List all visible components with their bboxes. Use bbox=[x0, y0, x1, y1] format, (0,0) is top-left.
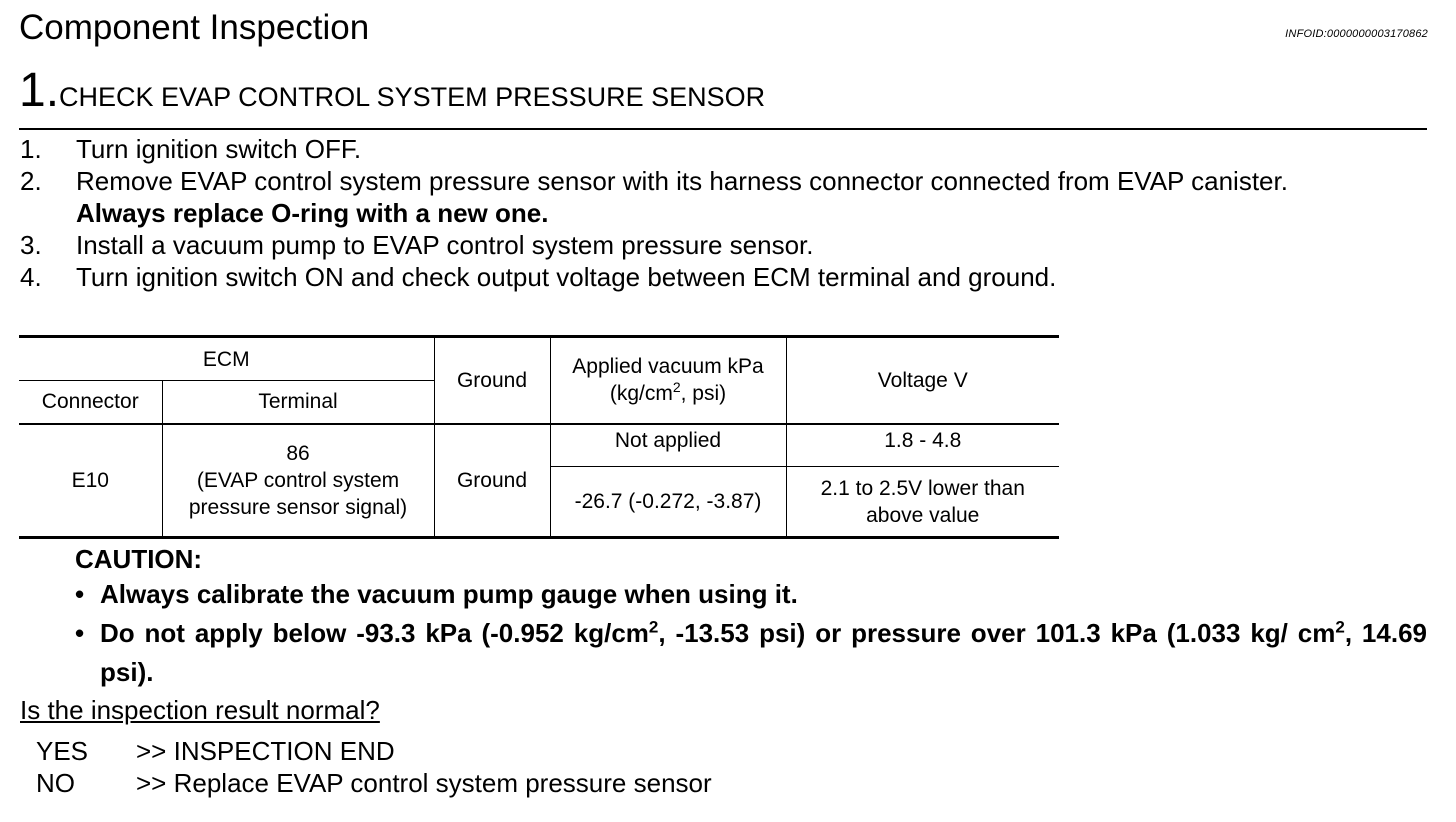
caution-list bbox=[75, 575, 1427, 692]
answer-value: >> Replace EVAP control system pressure sensor bbox=[136, 768, 712, 798]
step-divider bbox=[19, 128, 1427, 130]
header-voltage: Voltage V bbox=[786, 337, 1059, 424]
caution-text: , -13.53 psi) or pressure over 101.3 kPa (1.033 kg/ cm bbox=[658, 618, 1336, 648]
header-ground: Ground bbox=[434, 337, 550, 424]
procedure-item-text: Turn ignition switch OFF. bbox=[76, 134, 362, 164]
answer-yes bbox=[36, 735, 712, 767]
caution-text: Do not apply below -93.3 kPa (-0.952 kg/cm bbox=[100, 618, 649, 648]
answer-key: NO bbox=[36, 768, 75, 798]
header-applied-vacuum-line2 bbox=[555, 380, 782, 407]
cell-voltage-1: 1.8 - 4.8 bbox=[786, 424, 1059, 467]
caution-block bbox=[75, 543, 1427, 692]
procedure-item-number: 3. bbox=[20, 230, 42, 260]
voltage-2-line2: above value bbox=[866, 503, 980, 527]
caution-superscript: 2 bbox=[1335, 617, 1345, 637]
answer-key: YES bbox=[36, 736, 89, 766]
page-title: Component Inspection bbox=[19, 8, 370, 47]
procedure-item-text: Remove EVAP control system pressure sensor with its harness connector connected from EVAP canister. bbox=[76, 166, 1288, 196]
inspection-question: Is the inspection result normal? bbox=[20, 695, 380, 725]
cell-terminal bbox=[162, 424, 434, 538]
terminal-desc-line1: (EVAP control system bbox=[196, 468, 400, 492]
header-connector: Connector bbox=[19, 381, 162, 424]
header-terminal: Terminal bbox=[162, 381, 434, 424]
answer-list bbox=[36, 735, 712, 799]
header-applied-vacuum bbox=[550, 337, 786, 424]
caution-item: • Always calibrate the vacuum pump gauge when using it. bbox=[75, 575, 1427, 614]
caution-superscript: 2 bbox=[648, 617, 659, 637]
caution-text: , 14.69 psi). bbox=[100, 618, 1428, 687]
terminal-desc-line2: pressure sensor signal) bbox=[188, 495, 408, 519]
procedure-item-number: 1. bbox=[20, 134, 42, 164]
procedure-item-note: Always replace O-ring with a new one. bbox=[76, 198, 549, 228]
procedure-item bbox=[20, 229, 1430, 261]
cell-ground: Ground bbox=[434, 424, 550, 538]
caution-item bbox=[75, 614, 1427, 692]
caution-heading: CAUTION: bbox=[75, 544, 203, 574]
cell-vacuum-not-applied: Not applied bbox=[550, 424, 786, 467]
cell-connector: E10 bbox=[19, 424, 162, 538]
procedure-item-number: 4. bbox=[20, 262, 42, 292]
header-applied-vacuum-line1: Applied vacuum kPa bbox=[572, 355, 764, 379]
procedure-list bbox=[20, 133, 1430, 293]
answer-value: >> INSPECTION END bbox=[136, 736, 395, 766]
procedure-item-number: 2. bbox=[20, 166, 42, 196]
vacuum-unit-text: (kg/cm bbox=[609, 382, 673, 406]
vacuum-unit-text-end: , psi) bbox=[680, 382, 727, 406]
procedure-item bbox=[20, 165, 1430, 229]
inspection-table bbox=[19, 335, 1059, 539]
cell-vacuum-applied: -26.7 (-0.272, -3.87) bbox=[550, 467, 786, 538]
answer-no bbox=[36, 767, 712, 799]
step-number: 1. bbox=[19, 64, 60, 117]
procedure-item-text: Turn ignition switch ON and check output voltage between ECM terminal and ground. bbox=[76, 262, 1057, 292]
info-id: INFOID:0000000003170862 bbox=[1285, 28, 1428, 40]
vacuum-unit-superscript: 2 bbox=[672, 379, 681, 396]
cell-voltage-2 bbox=[786, 467, 1059, 538]
step-heading bbox=[19, 66, 765, 127]
procedure-item bbox=[20, 133, 1430, 165]
header-ecm: ECM bbox=[19, 337, 434, 381]
voltage-2-line1: 2.1 to 2.5V lower than bbox=[820, 476, 1025, 500]
procedure-item-text: Install a vacuum pump to EVAP control system pressure sensor. bbox=[76, 230, 814, 260]
step-title: CHECK EVAP CONTROL SYSTEM PRESSURE SENSOR bbox=[59, 82, 766, 112]
procedure-item bbox=[20, 261, 1430, 293]
terminal-number: 86 bbox=[286, 441, 310, 465]
